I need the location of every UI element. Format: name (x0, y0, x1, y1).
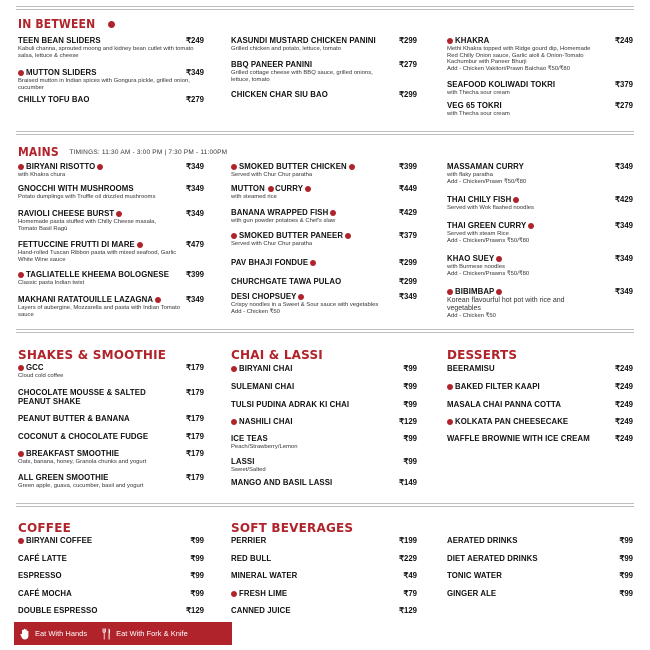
fork-knife-icon (513, 197, 519, 203)
item-name: TULSI PUDINA ADRAK KI CHAI (231, 400, 350, 409)
item-name: WAFFLE BROWNIE WITH ICE CREAM (447, 434, 590, 443)
item-price: ₹99 (403, 457, 417, 466)
item-name: SEAFOOD KOLIWADI TOKRI (447, 80, 556, 89)
item-name: MAKHANI RATATOUILLE LAZAGNA (18, 295, 154, 304)
item-price: ₹349 (186, 184, 204, 193)
item-desc: Oats, banana, honey, Granola chunks and yogurt (18, 459, 147, 465)
item-price: ₹349 (615, 254, 633, 263)
section-coffee (18, 519, 71, 537)
menu-item (18, 209, 204, 232)
item-name: DIET AERATED DRINKS (447, 554, 538, 563)
item-price: ₹99 (619, 554, 633, 563)
menu-item (231, 457, 417, 474)
hand-icon (20, 628, 31, 640)
item-price: ₹249 (186, 36, 204, 45)
item-desc: with gun powder potatoes & Chef's slaw (231, 218, 336, 224)
menu-item (231, 162, 417, 179)
item-desc: with Burmese noodles (447, 264, 505, 270)
item-desc: Sweet/Salted (231, 467, 266, 473)
item-name: CHOCOLATE MOUSSE & SALTED PEANUT SHAKE (18, 388, 146, 406)
menu-item (447, 80, 633, 97)
section-soft-beverages (231, 519, 353, 537)
item-addon: Add - Chicken ₹50 (231, 308, 280, 315)
menu-item (231, 606, 417, 615)
hands-icon (310, 260, 316, 266)
item-price: ₹379 (615, 80, 633, 89)
menu-item (18, 432, 204, 441)
item-desc: Crispy noodles in a Sweet & Sour sauce with vegetables (231, 302, 379, 308)
fork-knife-icon (97, 164, 103, 170)
item-name: CAFÉ MOCHA (18, 589, 72, 598)
item-desc: Grilled cottage cheese with BBQ sauce, grilled onions, lettuce, tomato (231, 70, 373, 83)
item-price: ₹249 (615, 417, 633, 426)
item-desc: Kabuli channa, sprouted moong and kidney bean cutlet with tomato salsa, lettuce & cheese (18, 46, 194, 59)
fork-knife-icon (155, 297, 161, 303)
menu-item (18, 449, 204, 466)
item-addon: Add - Chicken/Prawn ₹50/₹80 (447, 178, 527, 185)
item-name: BAKED FILTER KAAPI (455, 382, 540, 391)
item-desc: with Khakra chura (18, 172, 66, 178)
menu-item (447, 287, 633, 320)
section-chai (231, 346, 323, 364)
item-price: ₹279 (186, 95, 204, 104)
item-desc: Methi Khakra topped with Ridge gourd dip, Homemade Red Chilly Onion sauce, Garlic aioli & Onion-Tomato Kachumbur with Paneer Bhurji (447, 46, 591, 66)
item-desc: with flaky paratha (447, 172, 493, 178)
menu-item (231, 417, 417, 426)
item-price: ₹299 (399, 258, 417, 267)
menu-item (447, 162, 633, 185)
menu-item (18, 388, 204, 406)
hands-icon (18, 164, 24, 170)
item-name-2: CURRY (275, 184, 304, 193)
menu-item (18, 95, 204, 104)
item-name: FRESH LIME (239, 589, 288, 598)
item-price: ₹349 (186, 68, 204, 77)
timings: TIMINGS: 11:30 AM - 3:00 PM | 7:30 PM - 11:00PM (69, 148, 228, 156)
item-name: THAI GREEN CURRY (447, 221, 527, 230)
menu-item (231, 277, 417, 286)
section-in-between (18, 17, 118, 31)
item-desc: Potato dumplings with Truffle oil drizzled mushrooms (18, 194, 156, 200)
item-desc: Peach/Strawberry/Lemon (231, 444, 298, 450)
item-name: LASSI (231, 457, 255, 466)
hands-icon (18, 538, 24, 544)
menu-item (231, 589, 417, 598)
legend-fork-label: Eat With Fork & Knife (116, 629, 188, 638)
fork-knife-icon (528, 223, 534, 229)
menu-item (447, 434, 633, 443)
hands-icon (18, 70, 24, 76)
menu-item (231, 231, 417, 248)
item-name: THAI CHILY FISH (447, 195, 512, 204)
item-name: PAV BHAJI FONDUE (231, 258, 309, 267)
item-price: ₹129 (399, 417, 417, 426)
menu-item (18, 589, 204, 598)
item-name: MANGO AND BASIL LASSI (231, 478, 333, 487)
menu-item (18, 414, 204, 423)
item-name: VEG 65 TOKRI (447, 101, 502, 110)
divider-3 (16, 503, 634, 507)
item-name: GINGER ALE (447, 589, 497, 598)
hands-icon (108, 21, 115, 28)
menu-item (231, 208, 417, 225)
item-name: BIRYANI RISOTTO (26, 162, 96, 171)
item-price: ₹99 (403, 364, 417, 373)
item-name: MUTTON SLIDERS (26, 68, 97, 77)
hands-icon (447, 289, 453, 295)
item-name: RED BULL (231, 554, 272, 563)
menu-item (231, 434, 417, 451)
item-price: ₹179 (186, 363, 204, 372)
item-price: ₹99 (403, 382, 417, 391)
item-name: SULEMANI CHAI (231, 382, 295, 391)
menu-item (18, 240, 204, 263)
item-desc: with Thecha sour cream (447, 90, 510, 96)
item-name: ICE TEAS (231, 434, 268, 443)
divider-2 (16, 329, 634, 333)
item-name: KHAKRA (455, 36, 490, 45)
item-desc: Served with Chur Chur paratha (231, 172, 313, 178)
item-price: ₹479 (186, 240, 204, 249)
item-price: ₹279 (399, 60, 417, 69)
legend-bar (14, 622, 232, 645)
item-price: ₹349 (186, 209, 204, 218)
item-price: ₹349 (186, 295, 204, 304)
section-desserts (447, 346, 517, 364)
section-title: SHAKES & SMOOTHIE (18, 348, 167, 362)
item-desc: Korean flavourful hot pot with rice and vegetables (447, 297, 565, 312)
menu-item (231, 400, 417, 409)
menu-item (18, 184, 204, 201)
hands-icon (231, 233, 237, 239)
item-name: MUTTON (231, 184, 265, 193)
item-name: CHURCHGATE TAWA PULAO (231, 277, 342, 286)
item-price: ₹299 (399, 90, 417, 99)
item-name: BANANA WRAPPED FISH (231, 208, 329, 217)
menu-item (447, 571, 633, 580)
menu-item (18, 363, 204, 380)
item-price: ₹429 (399, 208, 417, 217)
item-price: ₹179 (186, 449, 204, 458)
section-mains (18, 145, 227, 159)
item-desc: with Thecha sour cream (447, 111, 510, 117)
item-desc: Served with Chur Chur paratha (231, 241, 313, 247)
hands-icon (268, 186, 274, 192)
menu-item (447, 417, 633, 426)
item-price: ₹99 (619, 571, 633, 580)
item-name: KASUNDI MUSTARD CHICKEN PANINI (231, 36, 376, 45)
hands-icon (231, 419, 237, 425)
fork-knife-icon (298, 294, 304, 300)
item-name: COCONUT & CHOCOLATE FUDGE (18, 432, 149, 441)
item-price: ₹99 (619, 589, 633, 598)
menu-item (447, 195, 633, 212)
fork-knife-icon (101, 628, 112, 640)
item-price: ₹279 (615, 101, 633, 110)
item-name: BIBIMBAP (455, 287, 495, 296)
menu-item (447, 382, 633, 391)
item-desc: Green apple, guava, cucumber, basil and yogurt (18, 483, 144, 489)
menu-item (231, 382, 417, 391)
menu-item (18, 536, 204, 545)
hands-icon (231, 591, 237, 597)
item-name: NASHILI CHAI (239, 417, 293, 426)
item-desc: Classic pasta Indian twist (18, 280, 85, 286)
menu-item (18, 606, 204, 615)
item-desc: Hand-rolled Tuscan Ribbon pasta with mixed seafood, Garlic White Wine sauce (18, 250, 177, 263)
menu-item (231, 536, 417, 545)
item-name: DOUBLE ESPRESSO (18, 606, 98, 615)
item-price: ₹99 (190, 554, 204, 563)
menu-item (18, 473, 204, 490)
item-addon: Add - Chicken ₹50 (447, 313, 496, 319)
item-name: FETTUCCINE FRUTTI DI MARE (18, 240, 135, 249)
divider-1 (16, 131, 634, 135)
item-price: ₹299 (399, 277, 417, 286)
item-price: ₹79 (403, 589, 417, 598)
menu-item (447, 254, 633, 277)
menu-item (18, 554, 204, 563)
item-price: ₹129 (399, 606, 417, 615)
menu-item (231, 292, 417, 315)
item-name: ESPRESSO (18, 571, 62, 580)
item-price: ₹249 (615, 36, 633, 45)
menu-item (231, 60, 417, 83)
menu-item (447, 101, 633, 118)
section-title: MAINS (18, 145, 59, 159)
item-price: ₹99 (190, 571, 204, 580)
item-name: CANNED JUICE (231, 606, 291, 615)
menu-item (231, 364, 417, 373)
menu-item (447, 221, 633, 244)
menu-item (447, 554, 633, 563)
menu-item (231, 478, 417, 487)
hands-icon (231, 366, 237, 372)
hands-icon (447, 419, 453, 425)
item-name: ALL GREEN SMOOTHIE (18, 473, 109, 482)
item-name: MINERAL WATER (231, 571, 298, 580)
item-price: ₹349 (615, 162, 633, 171)
item-name: RAVIOLI CHEESE BURST (18, 209, 115, 218)
item-addon: Add - Chicken/Prawns ₹50/₹80 (447, 270, 530, 277)
item-desc: Cloud cold coffee (18, 373, 64, 379)
item-desc: Served with Wok flashed noodles (447, 205, 534, 211)
item-desc: Braised mutton in Indian spices with Gongura pickle, grilled onion, cucumber (18, 78, 190, 91)
item-price: ₹199 (399, 536, 417, 545)
fork-knife-icon (330, 210, 336, 216)
hands-icon (447, 38, 453, 44)
item-price: ₹449 (399, 184, 417, 193)
section-shakes (18, 346, 166, 364)
hands-icon (18, 272, 24, 278)
item-price: ₹49 (403, 571, 417, 580)
section-title: SOFT BEVERAGES (231, 521, 354, 535)
menu-item (18, 36, 204, 59)
fork-knife-icon (496, 289, 502, 295)
menu-item (231, 571, 417, 580)
hands-icon (18, 451, 24, 457)
item-name: TONIC WATER (447, 571, 502, 580)
menu-item (231, 554, 417, 563)
item-price: ₹379 (399, 231, 417, 240)
item-name: BIRYANI COFFEE (26, 536, 93, 545)
item-price: ₹179 (186, 388, 204, 397)
item-name: PEANUT BUTTER & BANANA (18, 414, 130, 423)
menu-item (447, 536, 633, 545)
item-name: AERATED DRINKS (447, 536, 518, 545)
hands-icon (231, 164, 237, 170)
item-name: KHAO SUEY (447, 254, 495, 263)
hands-icon (496, 256, 502, 262)
item-desc: Homemade pasta stuffed with Chilly Cheese masala, Tomato Basil Ragù (18, 219, 157, 232)
item-name: BREAKFAST SMOOTHIE (26, 449, 120, 458)
fork-knife-icon (116, 211, 122, 217)
menu-item (231, 184, 417, 201)
menu-item (18, 270, 204, 287)
menu-item (447, 400, 633, 409)
item-name: TAGLIATELLE KHEEMA BOLOGNESE (26, 270, 169, 279)
item-price: ₹399 (399, 162, 417, 171)
item-price: ₹149 (399, 478, 417, 487)
item-price: ₹179 (186, 414, 204, 423)
item-name: CHILLY TOFU BAO (18, 95, 90, 104)
item-price: ₹399 (186, 270, 204, 279)
menu-item (231, 258, 417, 267)
section-title: DESSERTS (447, 348, 518, 362)
item-name: TEEN BEAN SLIDERS (18, 36, 101, 45)
item-price: ₹249 (615, 434, 633, 443)
legend-hands-label: Eat With Hands (35, 629, 88, 638)
menu-item (18, 295, 204, 318)
item-price: ₹99 (403, 400, 417, 409)
item-name: BBQ PANEER PANINI (231, 60, 313, 69)
hands-icon (447, 384, 453, 390)
item-name: GNOCCHI WITH MUSHROOMS (18, 184, 134, 193)
item-name: SMOKED BUTTER PANEER (239, 231, 344, 240)
item-price: ₹99 (403, 434, 417, 443)
item-price: ₹179 (186, 432, 204, 441)
item-addon: Add - Chicken Vakitori/Prawn Balchao ₹50/₹80 (447, 65, 570, 72)
section-title: COFFEE (18, 521, 71, 535)
item-desc: Layers of aubergine, Mozzarella and pasta with Indian Tomato sauce (18, 305, 180, 318)
item-price: ₹349 (186, 162, 204, 171)
menu-item (18, 68, 204, 91)
item-price: ₹229 (399, 554, 417, 563)
legend-fork (101, 628, 188, 640)
item-name: CAFÉ LATTE (18, 554, 67, 563)
item-price: ₹249 (615, 382, 633, 391)
menu-item (447, 364, 633, 373)
item-name: SMOKED BUTTER CHICKEN (239, 162, 347, 171)
menu-item (18, 571, 204, 580)
item-name: DESI CHOPSUEY (231, 292, 297, 301)
item-price: ₹349 (615, 287, 633, 296)
item-price: ₹179 (186, 473, 204, 482)
item-name: MASALA CHAI PANNA COTTA (447, 400, 562, 409)
item-desc: Served with steam Rice (447, 231, 509, 237)
item-name: KOLKATA PAN CHEESECAKE (455, 417, 569, 426)
item-price: ₹299 (399, 36, 417, 45)
menu-item (447, 589, 633, 598)
fork-knife-icon (349, 164, 355, 170)
item-desc: with steamed rice (231, 194, 277, 200)
fork-knife-icon (305, 186, 311, 192)
item-name: BIRYANI CHAI (239, 364, 293, 373)
item-addon: Add - Chicken/Prawns ₹50/₹80 (447, 237, 530, 244)
menu-item (231, 36, 417, 53)
item-name: PERRIER (231, 536, 267, 545)
fork-knife-icon (345, 233, 351, 239)
item-price: ₹349 (615, 221, 633, 230)
item-price: ₹249 (615, 400, 633, 409)
item-price: ₹99 (190, 589, 204, 598)
item-desc: Grilled chicken and potato, lettuce, tomato (231, 46, 342, 52)
fork-knife-icon (137, 242, 143, 248)
divider-top (16, 6, 634, 10)
section-title: CHAI & LASSI (231, 348, 323, 362)
item-name: CHICKEN CHAR SIU BAO (231, 90, 328, 99)
item-price: ₹99 (190, 536, 204, 545)
item-price: ₹129 (186, 606, 204, 615)
menu-item (447, 36, 633, 72)
hands-icon (18, 365, 24, 371)
section-title: IN BETWEEN (18, 17, 96, 31)
menu-item (231, 90, 417, 99)
item-price: ₹349 (399, 292, 417, 301)
item-name: BEERAMISU (447, 364, 495, 373)
menu-item (18, 162, 204, 179)
item-name: MASSAMAN CURRY (447, 162, 524, 171)
item-price: ₹429 (615, 195, 633, 204)
item-price: ₹249 (615, 364, 633, 373)
legend-hands (20, 628, 87, 640)
item-price: ₹99 (619, 536, 633, 545)
item-name: GCC (26, 363, 44, 372)
